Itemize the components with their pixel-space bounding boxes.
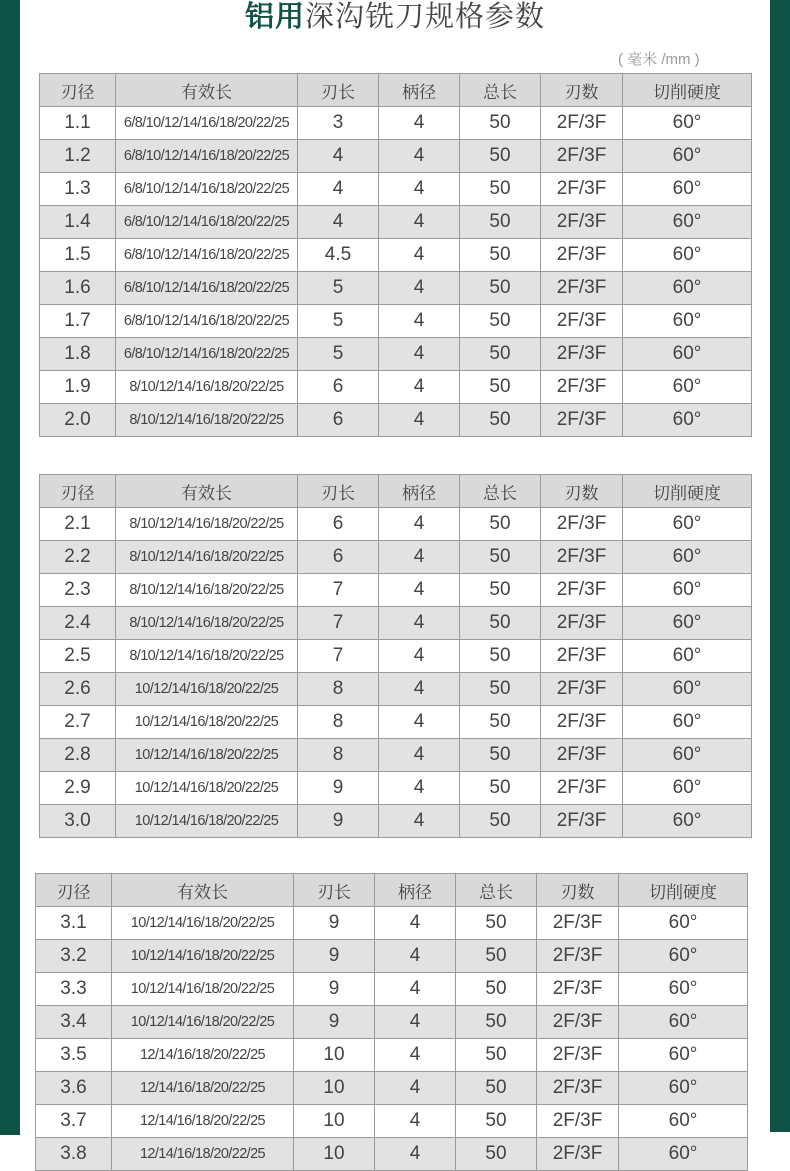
cell-effective-length: 10/12/14/16/18/20/22/25 bbox=[116, 805, 298, 838]
cell-hardness: 60° bbox=[623, 805, 752, 838]
cell-hardness: 60° bbox=[623, 140, 752, 173]
cell-overall-length: 50 bbox=[460, 305, 541, 338]
cell-flutes: 2F/3F bbox=[541, 673, 623, 706]
cell-flutes: 2F/3F bbox=[541, 206, 623, 239]
cell-flutes: 2F/3F bbox=[541, 404, 623, 437]
cell-effective-length: 8/10/12/14/16/18/20/22/25 bbox=[116, 371, 298, 404]
cell-blade-length: 4 bbox=[298, 173, 379, 206]
cell-effective-length: 8/10/12/14/16/18/20/22/25 bbox=[116, 574, 298, 607]
cell-overall-length: 50 bbox=[460, 206, 541, 239]
cell-diameter: 2.1 bbox=[40, 508, 116, 541]
cell-diameter: 3.5 bbox=[36, 1039, 112, 1072]
spec-table-1 bbox=[39, 73, 752, 437]
cell-shank-diameter: 4 bbox=[379, 404, 460, 437]
cell-hardness: 60° bbox=[619, 1006, 748, 1039]
header-overall-length: 总长 bbox=[456, 874, 537, 907]
table-row bbox=[36, 973, 748, 1006]
cell-flutes: 2F/3F bbox=[541, 173, 623, 206]
cell-hardness: 60° bbox=[623, 272, 752, 305]
table-row bbox=[40, 541, 752, 574]
cell-diameter: 1.4 bbox=[40, 206, 116, 239]
left-side-bar bbox=[0, 0, 20, 1135]
cell-diameter: 2.9 bbox=[40, 772, 116, 805]
cell-overall-length: 50 bbox=[460, 805, 541, 838]
cell-overall-length: 50 bbox=[460, 173, 541, 206]
cell-overall-length: 50 bbox=[456, 973, 537, 1006]
header-blade-length: 刃长 bbox=[294, 874, 375, 907]
header-flutes: 刃数 bbox=[541, 74, 623, 107]
cell-hardness: 60° bbox=[623, 607, 752, 640]
cell-diameter: 3.8 bbox=[36, 1138, 112, 1171]
cell-shank-diameter: 4 bbox=[379, 607, 460, 640]
table-row bbox=[36, 1006, 748, 1039]
cell-blade-length: 6 bbox=[298, 508, 379, 541]
cell-hardness: 60° bbox=[619, 1138, 748, 1171]
table-row bbox=[40, 173, 752, 206]
cell-shank-diameter: 4 bbox=[379, 206, 460, 239]
cell-overall-length: 50 bbox=[456, 1138, 537, 1171]
cell-hardness: 60° bbox=[623, 772, 752, 805]
cell-hardness: 60° bbox=[623, 640, 752, 673]
cell-effective-length: 6/8/10/12/14/16/18/20/22/25 bbox=[116, 140, 298, 173]
cell-diameter: 3.6 bbox=[36, 1072, 112, 1105]
table-row bbox=[36, 1138, 748, 1171]
cell-hardness: 60° bbox=[623, 107, 752, 140]
header-hardness: 切削硬度 bbox=[619, 874, 748, 907]
cell-diameter: 1.2 bbox=[40, 140, 116, 173]
table-row bbox=[40, 508, 752, 541]
cell-shank-diameter: 4 bbox=[379, 739, 460, 772]
cell-overall-length: 50 bbox=[460, 640, 541, 673]
cell-shank-diameter: 4 bbox=[375, 1138, 456, 1171]
cell-flutes: 2F/3F bbox=[541, 607, 623, 640]
cell-diameter: 1.7 bbox=[40, 305, 116, 338]
cell-shank-diameter: 4 bbox=[375, 940, 456, 973]
header-effective-length: 有效长 bbox=[116, 475, 298, 508]
table-row bbox=[40, 272, 752, 305]
title-accent: 铝用 bbox=[244, 1, 305, 33]
table-row bbox=[40, 574, 752, 607]
cell-blade-length: 7 bbox=[298, 607, 379, 640]
cell-effective-length: 10/12/14/16/18/20/22/25 bbox=[116, 739, 298, 772]
cell-shank-diameter: 4 bbox=[379, 673, 460, 706]
cell-diameter: 3.7 bbox=[36, 1105, 112, 1138]
cell-shank-diameter: 4 bbox=[379, 272, 460, 305]
cell-shank-diameter: 4 bbox=[379, 574, 460, 607]
header-overall-length: 总长 bbox=[460, 74, 541, 107]
cell-effective-length: 6/8/10/12/14/16/18/20/22/25 bbox=[116, 173, 298, 206]
cell-flutes: 2F/3F bbox=[537, 1105, 619, 1138]
cell-blade-length: 4.5 bbox=[298, 239, 379, 272]
cell-flutes: 2F/3F bbox=[541, 508, 623, 541]
cell-hardness: 60° bbox=[623, 739, 752, 772]
cell-effective-length: 10/12/14/16/18/20/22/25 bbox=[112, 907, 294, 940]
header-blade-length: 刃长 bbox=[298, 74, 379, 107]
cell-shank-diameter: 4 bbox=[379, 173, 460, 206]
cell-shank-diameter: 4 bbox=[379, 107, 460, 140]
cell-hardness: 60° bbox=[623, 239, 752, 272]
cell-blade-length: 7 bbox=[298, 640, 379, 673]
cell-hardness: 60° bbox=[623, 206, 752, 239]
table-row bbox=[40, 239, 752, 272]
cell-flutes: 2F/3F bbox=[541, 772, 623, 805]
cell-diameter: 1.1 bbox=[40, 107, 116, 140]
cell-shank-diameter: 4 bbox=[375, 1105, 456, 1138]
cell-hardness: 60° bbox=[623, 173, 752, 206]
cell-effective-length: 6/8/10/12/14/16/18/20/22/25 bbox=[116, 338, 298, 371]
cell-flutes: 2F/3F bbox=[541, 239, 623, 272]
cell-blade-length: 4 bbox=[298, 206, 379, 239]
header-overall-length: 总长 bbox=[460, 475, 541, 508]
cell-hardness: 60° bbox=[619, 1039, 748, 1072]
cell-overall-length: 50 bbox=[456, 1006, 537, 1039]
cell-flutes: 2F/3F bbox=[541, 272, 623, 305]
cell-diameter: 2.7 bbox=[40, 706, 116, 739]
cell-diameter: 3.1 bbox=[36, 907, 112, 940]
header-diameter: 刃径 bbox=[36, 874, 112, 907]
header-blade-length: 刃长 bbox=[298, 475, 379, 508]
cell-overall-length: 50 bbox=[460, 772, 541, 805]
cell-flutes: 2F/3F bbox=[541, 739, 623, 772]
cell-hardness: 60° bbox=[623, 404, 752, 437]
cell-blade-length: 9 bbox=[294, 973, 375, 1006]
table-row bbox=[40, 371, 752, 404]
cell-blade-length: 10 bbox=[294, 1138, 375, 1171]
cell-shank-diameter: 4 bbox=[379, 541, 460, 574]
cell-blade-length: 5 bbox=[298, 272, 379, 305]
cell-hardness: 60° bbox=[619, 940, 748, 973]
cell-diameter: 2.3 bbox=[40, 574, 116, 607]
cell-blade-length: 5 bbox=[298, 338, 379, 371]
cell-flutes: 2F/3F bbox=[541, 371, 623, 404]
cell-blade-length: 9 bbox=[298, 805, 379, 838]
cell-diameter: 1.5 bbox=[40, 239, 116, 272]
cell-shank-diameter: 4 bbox=[379, 371, 460, 404]
cell-overall-length: 50 bbox=[456, 940, 537, 973]
cell-diameter: 3.2 bbox=[36, 940, 112, 973]
cell-effective-length: 8/10/12/14/16/18/20/22/25 bbox=[116, 508, 298, 541]
header-effective-length: 有效长 bbox=[116, 74, 298, 107]
cell-hardness: 60° bbox=[619, 907, 748, 940]
cell-flutes: 2F/3F bbox=[537, 907, 619, 940]
cell-blade-length: 10 bbox=[294, 1072, 375, 1105]
cell-hardness: 60° bbox=[623, 371, 752, 404]
cell-effective-length: 8/10/12/14/16/18/20/22/25 bbox=[116, 404, 298, 437]
cell-hardness: 60° bbox=[619, 1072, 748, 1105]
cell-diameter: 3.0 bbox=[40, 805, 116, 838]
cell-flutes: 2F/3F bbox=[541, 338, 623, 371]
table-row bbox=[40, 206, 752, 239]
cell-overall-length: 50 bbox=[460, 706, 541, 739]
cell-shank-diameter: 4 bbox=[379, 305, 460, 338]
cell-flutes: 2F/3F bbox=[537, 1006, 619, 1039]
table-row bbox=[40, 640, 752, 673]
table-row bbox=[36, 1039, 748, 1072]
table-row bbox=[40, 739, 752, 772]
table-row bbox=[40, 140, 752, 173]
cell-shank-diameter: 4 bbox=[379, 508, 460, 541]
cell-blade-length: 10 bbox=[294, 1039, 375, 1072]
cell-hardness: 60° bbox=[623, 706, 752, 739]
cell-overall-length: 50 bbox=[460, 541, 541, 574]
table-row bbox=[36, 940, 748, 973]
cell-blade-length: 8 bbox=[298, 739, 379, 772]
cell-flutes: 2F/3F bbox=[541, 305, 623, 338]
cell-flutes: 2F/3F bbox=[537, 1039, 619, 1072]
cell-flutes: 2F/3F bbox=[541, 805, 623, 838]
cell-blade-length: 4 bbox=[298, 140, 379, 173]
cell-overall-length: 50 bbox=[460, 272, 541, 305]
cell-effective-length: 10/12/14/16/18/20/22/25 bbox=[116, 772, 298, 805]
header-diameter: 刃径 bbox=[40, 74, 116, 107]
table-row bbox=[40, 338, 752, 371]
cell-flutes: 2F/3F bbox=[537, 1072, 619, 1105]
cell-overall-length: 50 bbox=[460, 673, 541, 706]
cell-shank-diameter: 4 bbox=[379, 640, 460, 673]
cell-flutes: 2F/3F bbox=[541, 107, 623, 140]
cell-shank-diameter: 4 bbox=[379, 239, 460, 272]
cell-shank-diameter: 4 bbox=[375, 1006, 456, 1039]
cell-diameter: 3.3 bbox=[36, 973, 112, 1006]
cell-shank-diameter: 4 bbox=[379, 140, 460, 173]
table-row bbox=[36, 1105, 748, 1138]
cell-diameter: 2.5 bbox=[40, 640, 116, 673]
cell-hardness: 60° bbox=[623, 305, 752, 338]
cell-overall-length: 50 bbox=[460, 508, 541, 541]
header-shank-diameter: 柄径 bbox=[379, 475, 460, 508]
header-flutes: 刃数 bbox=[537, 874, 619, 907]
cell-blade-length: 10 bbox=[294, 1105, 375, 1138]
header-hardness: 切削硬度 bbox=[623, 475, 752, 508]
header-shank-diameter: 柄径 bbox=[375, 874, 456, 907]
cell-blade-length: 9 bbox=[294, 940, 375, 973]
cell-shank-diameter: 4 bbox=[379, 706, 460, 739]
cell-flutes: 2F/3F bbox=[537, 973, 619, 1006]
cell-blade-length: 6 bbox=[298, 371, 379, 404]
cell-shank-diameter: 4 bbox=[375, 907, 456, 940]
cell-overall-length: 50 bbox=[460, 739, 541, 772]
spec-table-2 bbox=[39, 474, 752, 838]
cell-shank-diameter: 4 bbox=[379, 338, 460, 371]
cell-effective-length: 6/8/10/12/14/16/18/20/22/25 bbox=[116, 305, 298, 338]
cell-overall-length: 50 bbox=[460, 140, 541, 173]
cell-hardness: 60° bbox=[623, 574, 752, 607]
cell-diameter: 1.8 bbox=[40, 338, 116, 371]
cell-flutes: 2F/3F bbox=[541, 140, 623, 173]
header-row bbox=[40, 475, 752, 508]
cell-effective-length: 6/8/10/12/14/16/18/20/22/25 bbox=[116, 239, 298, 272]
cell-blade-length: 8 bbox=[298, 706, 379, 739]
cell-diameter: 1.3 bbox=[40, 173, 116, 206]
cell-effective-length: 10/12/14/16/18/20/22/25 bbox=[112, 973, 294, 1006]
cell-blade-length: 8 bbox=[298, 673, 379, 706]
cell-blade-length: 3 bbox=[298, 107, 379, 140]
cell-blade-length: 6 bbox=[298, 404, 379, 437]
header-hardness: 切削硬度 bbox=[623, 74, 752, 107]
cell-effective-length: 8/10/12/14/16/18/20/22/25 bbox=[116, 607, 298, 640]
cell-diameter: 2.6 bbox=[40, 673, 116, 706]
table-row bbox=[40, 607, 752, 640]
cell-effective-length: 6/8/10/12/14/16/18/20/22/25 bbox=[116, 107, 298, 140]
cell-effective-length: 6/8/10/12/14/16/18/20/22/25 bbox=[116, 272, 298, 305]
cell-effective-length: 10/12/14/16/18/20/22/25 bbox=[112, 1006, 294, 1039]
cell-hardness: 60° bbox=[623, 508, 752, 541]
table-row bbox=[36, 1072, 748, 1105]
header-row bbox=[40, 74, 752, 107]
cell-overall-length: 50 bbox=[456, 1039, 537, 1072]
cell-overall-length: 50 bbox=[460, 239, 541, 272]
right-side-bar bbox=[770, 0, 790, 1132]
table-row bbox=[40, 673, 752, 706]
cell-hardness: 60° bbox=[619, 1105, 748, 1138]
header-row bbox=[36, 874, 748, 907]
cell-hardness: 60° bbox=[623, 338, 752, 371]
cell-overall-length: 50 bbox=[460, 607, 541, 640]
table-row bbox=[40, 706, 752, 739]
cell-blade-length: 9 bbox=[298, 772, 379, 805]
table-row bbox=[40, 305, 752, 338]
header-diameter: 刃径 bbox=[40, 475, 116, 508]
cell-effective-length: 8/10/12/14/16/18/20/22/25 bbox=[116, 640, 298, 673]
cell-hardness: 60° bbox=[623, 541, 752, 574]
cell-overall-length: 50 bbox=[456, 1072, 537, 1105]
cell-diameter: 1.9 bbox=[40, 371, 116, 404]
cell-shank-diameter: 4 bbox=[379, 805, 460, 838]
cell-flutes: 2F/3F bbox=[537, 1138, 619, 1171]
page-title bbox=[0, 0, 790, 34]
cell-diameter: 2.4 bbox=[40, 607, 116, 640]
table-row bbox=[40, 805, 752, 838]
cell-effective-length: 12/14/16/18/20/22/25 bbox=[112, 1105, 294, 1138]
cell-shank-diameter: 4 bbox=[379, 772, 460, 805]
cell-effective-length: 8/10/12/14/16/18/20/22/25 bbox=[116, 541, 298, 574]
cell-hardness: 60° bbox=[619, 973, 748, 1006]
cell-effective-length: 12/14/16/18/20/22/25 bbox=[112, 1072, 294, 1105]
cell-overall-length: 50 bbox=[456, 907, 537, 940]
cell-shank-diameter: 4 bbox=[375, 1072, 456, 1105]
cell-blade-length: 6 bbox=[298, 541, 379, 574]
cell-effective-length: 10/12/14/16/18/20/22/25 bbox=[116, 706, 298, 739]
cell-diameter: 2.2 bbox=[40, 541, 116, 574]
cell-diameter: 1.6 bbox=[40, 272, 116, 305]
cell-blade-length: 9 bbox=[294, 907, 375, 940]
cell-blade-length: 7 bbox=[298, 574, 379, 607]
cell-effective-length: 10/12/14/16/18/20/22/25 bbox=[112, 940, 294, 973]
cell-effective-length: 12/14/16/18/20/22/25 bbox=[112, 1138, 294, 1171]
cell-effective-length: 12/14/16/18/20/22/25 bbox=[112, 1039, 294, 1072]
cell-blade-length: 5 bbox=[298, 305, 379, 338]
table-row bbox=[40, 772, 752, 805]
cell-flutes: 2F/3F bbox=[541, 706, 623, 739]
cell-effective-length: 10/12/14/16/18/20/22/25 bbox=[116, 673, 298, 706]
cell-diameter: 2.8 bbox=[40, 739, 116, 772]
cell-flutes: 2F/3F bbox=[537, 940, 619, 973]
cell-diameter: 3.4 bbox=[36, 1006, 112, 1039]
cell-shank-diameter: 4 bbox=[375, 1039, 456, 1072]
table-row bbox=[40, 404, 752, 437]
table-row bbox=[40, 107, 752, 140]
header-flutes: 刃数 bbox=[541, 475, 623, 508]
cell-effective-length: 6/8/10/12/14/16/18/20/22/25 bbox=[116, 206, 298, 239]
cell-blade-length: 9 bbox=[294, 1006, 375, 1039]
unit-note: ( 毫米 /mm ) bbox=[618, 51, 700, 68]
cell-overall-length: 50 bbox=[460, 404, 541, 437]
cell-hardness: 60° bbox=[623, 673, 752, 706]
title-rest: 深沟铣刀规格参数 bbox=[305, 1, 546, 33]
cell-flutes: 2F/3F bbox=[541, 541, 623, 574]
header-shank-diameter: 柄径 bbox=[379, 74, 460, 107]
cell-shank-diameter: 4 bbox=[375, 973, 456, 1006]
cell-overall-length: 50 bbox=[460, 107, 541, 140]
cell-overall-length: 50 bbox=[456, 1105, 537, 1138]
cell-overall-length: 50 bbox=[460, 574, 541, 607]
header-effective-length: 有效长 bbox=[112, 874, 294, 907]
spec-table-3 bbox=[35, 873, 748, 1171]
cell-diameter: 2.0 bbox=[40, 404, 116, 437]
cell-flutes: 2F/3F bbox=[541, 640, 623, 673]
cell-overall-length: 50 bbox=[460, 338, 541, 371]
cell-flutes: 2F/3F bbox=[541, 574, 623, 607]
table-row bbox=[36, 907, 748, 940]
cell-overall-length: 50 bbox=[460, 371, 541, 404]
